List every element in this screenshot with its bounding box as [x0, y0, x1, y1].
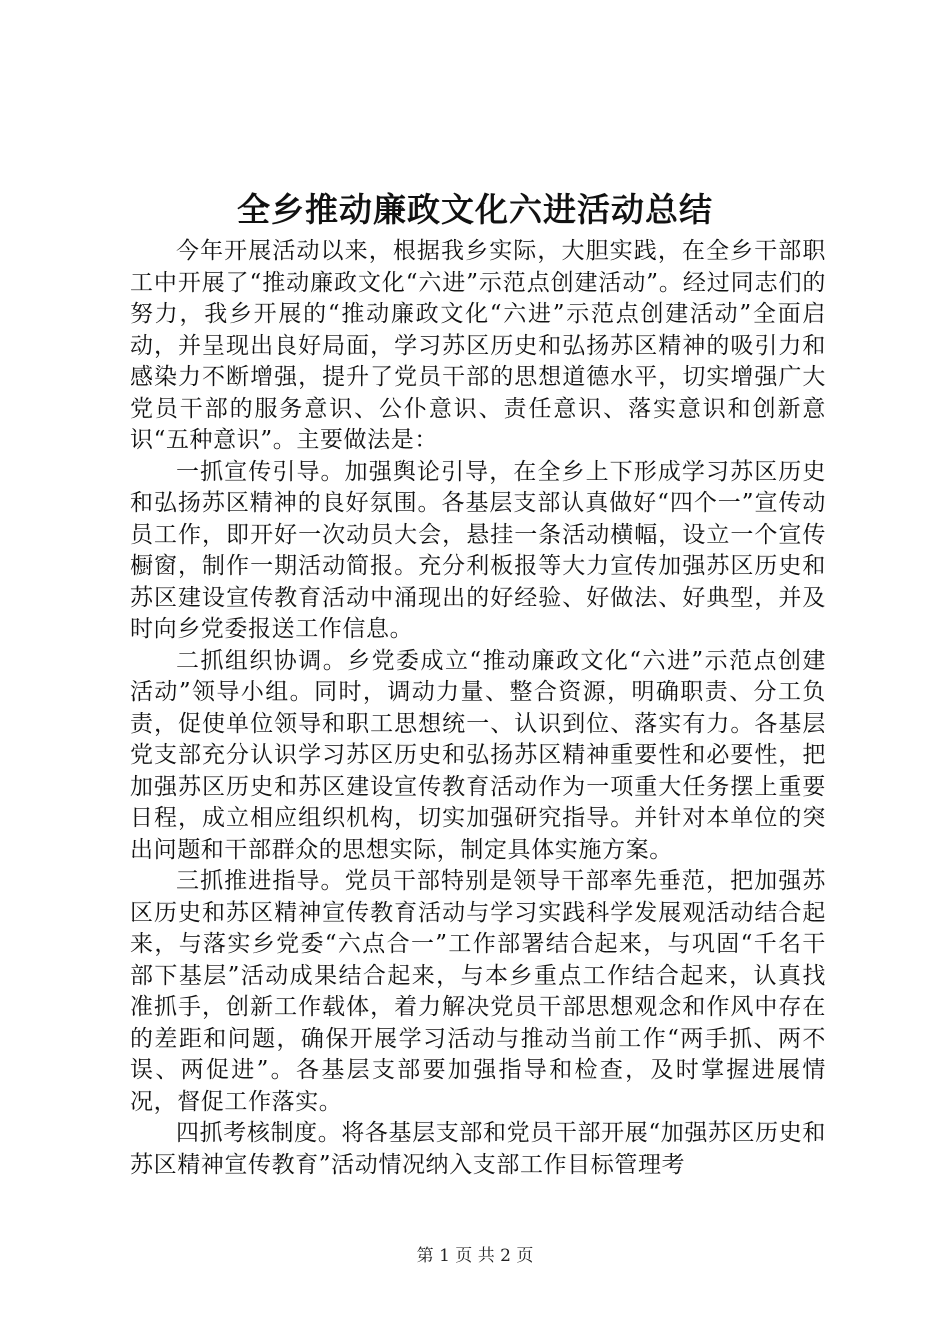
paragraph-guidance: 三抓推进指导。党员干部特别是领导干部率先垂范，把加强苏区历史和苏区精神宣传教育活动与学习实践科学发展观活动结合起来，与落实乡党委“六点合一”工作部署结合起来，与巩固“千名干部下基层”活动成果结合起来，与本乡重点工作结合起来，认真找准抓手，创新工作载体，着力解决党员干部思想观念和作风中存在的差距和问题，确保开展学习活动与推动当前工作“两手抓、两不误、两促进”。各基层支部要加强指导和检查，及时掌握进展情况，督促工作落实。	[130, 868, 826, 1115]
document-body	[130, 236, 826, 1181]
paragraph-intro: 今年开展活动以来，根据我乡实际，大胆实践，在全乡干部职工中开展了“推动廉政文化“六进”示范点创建活动”。经过同志们的努力，我乡开展的“推动廉政文化“六进”示范点创建活动”全面启动，并呈现出良好局面，学习苏区历史和弘扬苏区精神的吸引力和感染力不断增强，提升了党员干部的思想道德水平，切实增强广大党员干部的服务意识、公仆意识、责任意识、落实意识和创新意识“五种意识”。主要做法是：	[130, 238, 826, 453]
paragraph-publicity: 一抓宣传引导。加强舆论引导，在全乡上下形成学习苏区历史和弘扬苏区精神的良好氛围。各基层支部认真做好“四个一”宣传动员工作，即开好一次动员大会，悬挂一条活动横幅，设立一个宣传橱窗，制作一期活动简报。充分利板报等大力宣传加强苏区历史和苏区建设宣传教育活动中涌现出的好经验、好做法、好典型，并及时向乡党委报送工作信息。	[130, 458, 826, 642]
page-number-footer: 第 1 页 共 2 页	[416, 1246, 534, 1266]
paragraph-assessment: 四抓考核制度。将各基层支部和党员干部开展“加强苏区历史和苏区精神宣传教育”活动情况纳入支部工作目标管理考	[130, 1120, 826, 1178]
document-title: 全乡推动廉政文化六进活动总结	[237, 190, 713, 229]
paragraph-organization: 二抓组织协调。乡党委成立“推动廉政文化“六进”示范点创建活动”领导小组。同时，调动力量、整合资源，明确职责、分工负责，促使单位领导和职工思想统一、认识到位、落实有力。各基层党支部充分认识学习苏区历史和弘扬苏区精神重要性和必要性，把加强苏区历史和苏区建设宣传教育活动作为一项重大任务摆上重要日程，成立相应组织机构，切实加强研究指导。并针对本单位的突出问题和干部群众的思想实际，制定具体实施方案。	[130, 647, 826, 863]
